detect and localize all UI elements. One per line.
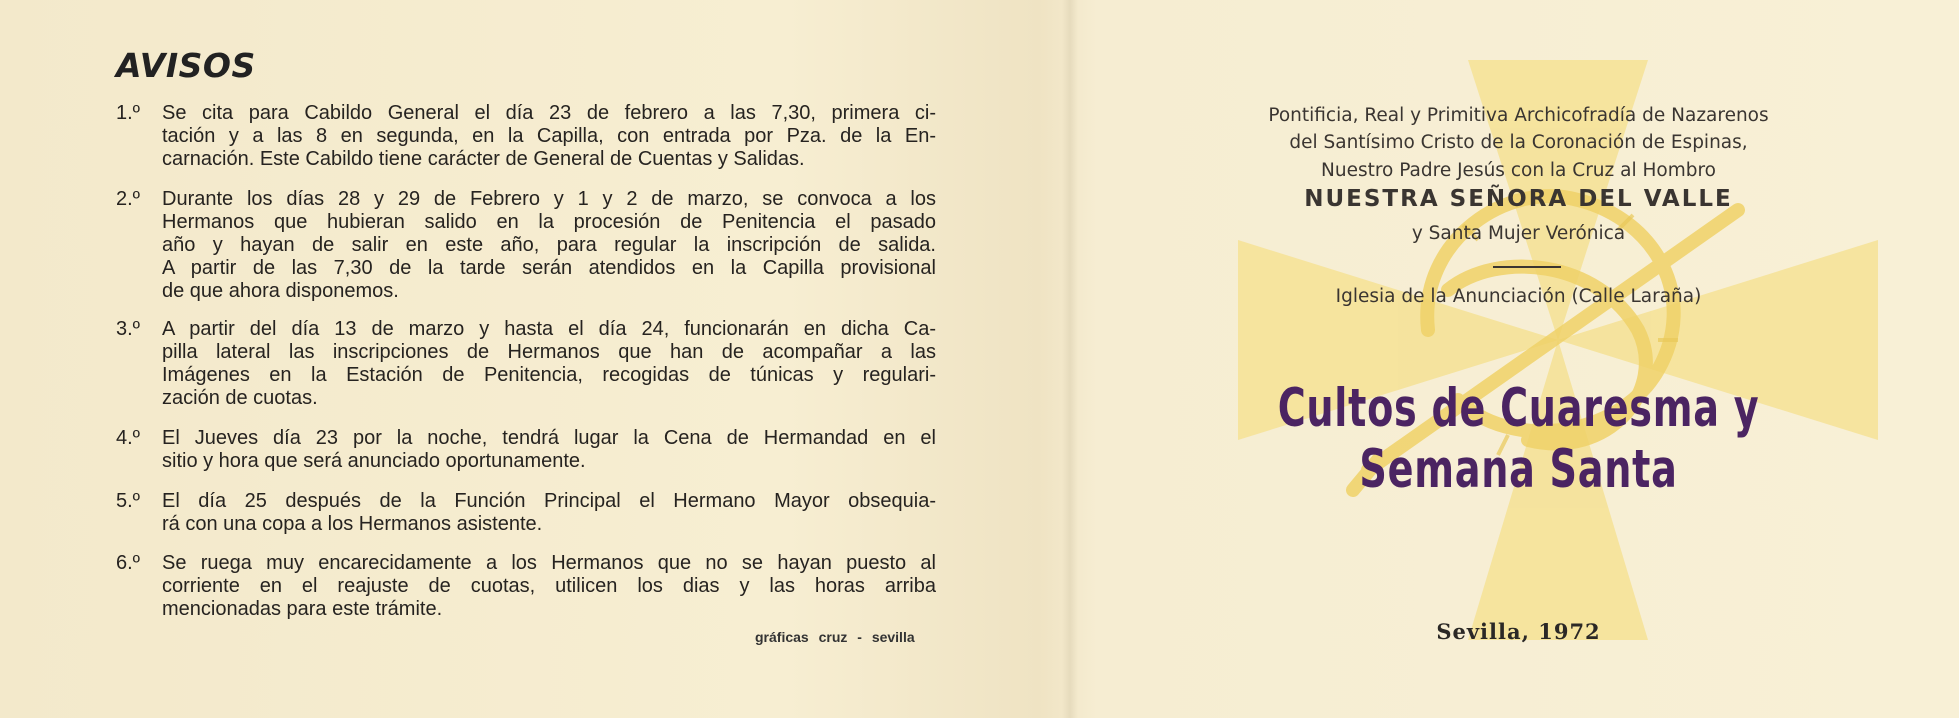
avisos-heading: AVISOS xyxy=(116,46,256,85)
center-fold xyxy=(1062,0,1078,718)
aviso-line: A partir del día 13 de marzo y hasta el día 24, funcionarán en dicha Ca- xyxy=(162,318,936,340)
aviso-text xyxy=(162,102,936,171)
aviso-text xyxy=(162,552,936,621)
aviso-line: A partir de las 7,30 de la tarde serán atendidos en la Capilla provisional xyxy=(162,257,936,279)
aviso-item-5 xyxy=(116,490,936,537)
cover-panel xyxy=(1078,0,1959,718)
divider-rule xyxy=(1493,266,1561,268)
aviso-line: corriente en el reajuste de cuotas, utilicen los dias y las horas arriba xyxy=(162,575,936,597)
aviso-number: 2.º xyxy=(116,188,140,210)
aviso-line: año y hayan de salir en este año, para regular la inscripción de salida. xyxy=(162,234,936,256)
aviso-line: Hermanos que hubieran salido en la procesión de Penitencia el pasado xyxy=(162,211,936,233)
aviso-line: tación y a las 8 en segunda, en la Capilla, con entrada por Pza. de la En- xyxy=(162,125,936,147)
church-location: Iglesia de la Anunciación (Calle Laraña) xyxy=(1335,286,1702,307)
place-date: Sevilla, 1972 xyxy=(1436,619,1601,644)
aviso-item-6 xyxy=(116,552,936,622)
aviso-number: 6.º xyxy=(116,552,140,574)
aviso-line: El día 25 después de la Función Principal el Hermano Mayor obsequia- xyxy=(162,490,936,512)
aviso-item-1 xyxy=(116,102,936,172)
aviso-number: 1.º xyxy=(116,102,140,124)
aviso-number: 4.º xyxy=(116,427,140,449)
aviso-item-3 xyxy=(116,318,936,411)
aviso-number: 5.º xyxy=(116,490,140,512)
aviso-number: 3.º xyxy=(116,318,140,340)
aviso-line: de que ahora disponemos. xyxy=(162,280,399,302)
aviso-text xyxy=(162,490,936,536)
brotherhood-name-line-2: del Santísimo Cristo de la Coronación de Espinas, xyxy=(1289,132,1748,153)
printer-credit: gráficas cruz - sevilla xyxy=(755,629,915,645)
aviso-text xyxy=(162,318,936,410)
brotherhood-name-line-5: y Santa Mujer Verónica xyxy=(1411,223,1626,244)
aviso-line: rá con una copa a los Hermanos asistente. xyxy=(162,513,543,535)
aviso-line: pilla lateral las inscripciones de Hermanos que han de acompañar a las xyxy=(162,341,936,363)
aviso-text xyxy=(162,427,936,473)
aviso-line: Durante los días 28 y 29 de Febrero y 1 y 2 de marzo, se convoca a los xyxy=(162,188,936,210)
aviso-item-4 xyxy=(116,427,936,474)
aviso-item-2 xyxy=(116,188,936,304)
aviso-line: carnación. Este Cabildo tiene carácter de General de Cuentas y Salidas. xyxy=(162,148,805,170)
aviso-line: El Jueves día 23 por la noche, tendrá lugar la Cena de Hermandad en el xyxy=(162,427,936,449)
aviso-line: sitio y hora que será anunciado oportunamente. xyxy=(162,450,586,472)
cover-headline: Cultos de Cuaresma y Semana Santa xyxy=(1277,378,1760,500)
aviso-line: Imágenes en la Estación de Penitencia, recogidas de túnicas y regulari- xyxy=(162,364,936,386)
aviso-line: Se cita para Cabildo General el día 23 de febrero a las 7,30, primera ci- xyxy=(162,102,936,124)
virgin-title: NUESTRA SEÑORA DEL VALLE xyxy=(1304,186,1733,212)
brotherhood-name-line-1: Pontificia, Real y Primitiva Archicofradía de Nazarenos xyxy=(1268,105,1769,126)
aviso-text xyxy=(162,188,936,303)
aviso-line: mencionadas para este trámite. xyxy=(162,598,443,620)
brotherhood-name-line-3: Nuestro Padre Jesús con la Cruz al Hombro xyxy=(1321,160,1716,181)
aviso-line: zación de cuotas. xyxy=(162,387,318,409)
aviso-line: Se ruega muy encarecidamente a los Hermanos que no se hayan puesto al xyxy=(162,552,936,574)
